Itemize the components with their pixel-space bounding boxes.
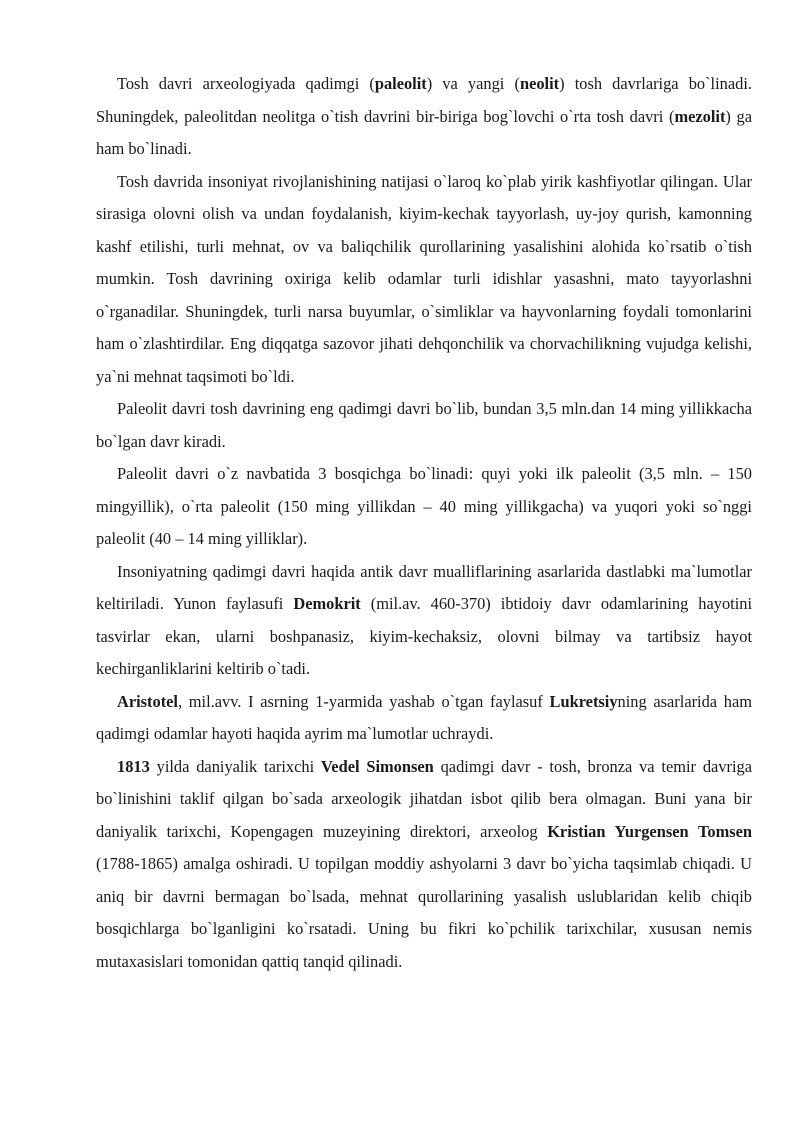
text-run: ) va yangi ( bbox=[426, 74, 520, 93]
name-kristian-yurgensen-tomsen: Kristian Yurgensen Tomsen bbox=[547, 821, 752, 841]
text-run: Insoniyatning qadimgi davri haqida antik davr mualliflarining asarlarida dastlabki ma`lumotlar keltiriladi. Yunon faylasufi bbox=[96, 561, 752, 613]
text-run: yilda daniyalik tarixchi bbox=[149, 756, 321, 776]
text-run: (1788-1865) amalga oshiradi. U topilgan moddiy ashyolarni 3 davr bo`yicha taqsimlab chiqadi. U aniq bir davrni bermagan bo`lsada, mehnat qurollarining yasalish uslublaridan kelib chiqib bosqichlarga bo`lganligini ko`rsatadi. Uning bu fikri ko`pchilik tarixchilar, xususan nemis mutaxasislari tomonidan qattiq tanqid qilinadi. bbox=[96, 854, 752, 971]
text-run: Tosh davri arxeologiyada qadimgi ( bbox=[117, 74, 375, 93]
name-demokrit: Demokrit bbox=[293, 594, 361, 613]
text-run: (mil.av. 460-370) ibtidoiy davr odamlarining hayotini tasvirlar ekan, ularni boshpanasiz, kiyim-kechaksiz, olovni bilmay va tartibsiz hayot kechirganliklarini keltirib o`tadi. bbox=[96, 594, 753, 678]
paragraph-tosh-davri-divisions bbox=[96, 68, 752, 166]
text-run: ning asarlarida ham qadimgi odamlar hayoti haqida ayrim ma`lumotlar uchraydi. bbox=[96, 691, 752, 743]
paragraph-aristotel-lukretsiy bbox=[96, 686, 752, 751]
paragraph-paleolit-definition bbox=[96, 393, 752, 458]
paragraph-three-age-system bbox=[96, 751, 752, 979]
paragraph-discoveries bbox=[96, 166, 752, 394]
paragraph-paleolit-stages bbox=[96, 458, 752, 556]
text-run: ) ga ham bo`linadi. bbox=[96, 106, 753, 158]
document-page bbox=[96, 68, 752, 978]
paragraph-antique-authors bbox=[96, 556, 752, 686]
text-run: Paleolit davri o`z navbatida 3 bosqichga bo`linadi: quyi yoki ilk paleolit (3,5 mln. – 150 mingyillik), o`rta paleolit (150 ming yillikdan – 40 ming yillikgacha) va yuqori yoki so`nggi paleolit (40 – 14 ming yilliklar). bbox=[96, 464, 752, 548]
name-vedel-simonsen: Vedel Simonsen bbox=[320, 756, 434, 776]
text-run: , mil.avv. I asrning 1-yarmida yashab o`tgan faylasuf bbox=[178, 691, 550, 711]
name-lukretsiy: Lukretsiy bbox=[549, 691, 618, 711]
term-paleolit: paleolit bbox=[374, 74, 427, 93]
name-aristotel: Aristotel bbox=[117, 691, 178, 711]
term-mezolit: mezolit bbox=[674, 106, 726, 126]
text-run: qadimgi davr - tosh, bronza va temir davriga bo`linishini taklif qilgan bo`sada arxeologik jihatdan isbot qilib bera olmagan. Buni yana bir daniyalik tarixchi, Kopengagen muzeyining direktori, arxeolog bbox=[96, 756, 752, 841]
term-neolit: neolit bbox=[519, 74, 560, 93]
text-run: Paleolit davri tosh davrining eng qadimgi davri bo`lib, bundan 3,5 mln.dan 14 ming yillikkacha bo`lgan davr kiradi. bbox=[96, 399, 752, 451]
text-run: Tosh davrida insoniyat rivojlanishining natijasi o`laroq ko`plab yirik kashfiyotlar qilingan. Ular sirasiga olovni olish va undan foydalanish, kiyim-kechak tayyorlash, uy-joy qurish, kamonning kashf etilishi, turli mehnat, ov va baliqchilik qurollarining yasalishini alohida ko`rsatib o`tish mumkin. Tosh davrining oxiriga kelib odamlar turli idishlar yasashni, mato tayyorlashni o`rganadilar. Shuningdek, turli narsa buyumlar, o`simliklar va hayvonlarning foydali tomonlarini ham o`zlashtirdilar. Eng diqqatga sazovor jihati dehqonchilik va chorvachilikning vujudga kelishi, ya`ni mehnat taqsimoti bo`ldi. bbox=[96, 171, 752, 386]
text-run: ) tosh davrlariga bo`linadi. Shuningdek, paleolitdan neolitga o`tish davrini bir-biriga bog`lovchi o`rta tosh davri ( bbox=[96, 74, 752, 126]
year-1813: 1813 bbox=[117, 756, 150, 776]
